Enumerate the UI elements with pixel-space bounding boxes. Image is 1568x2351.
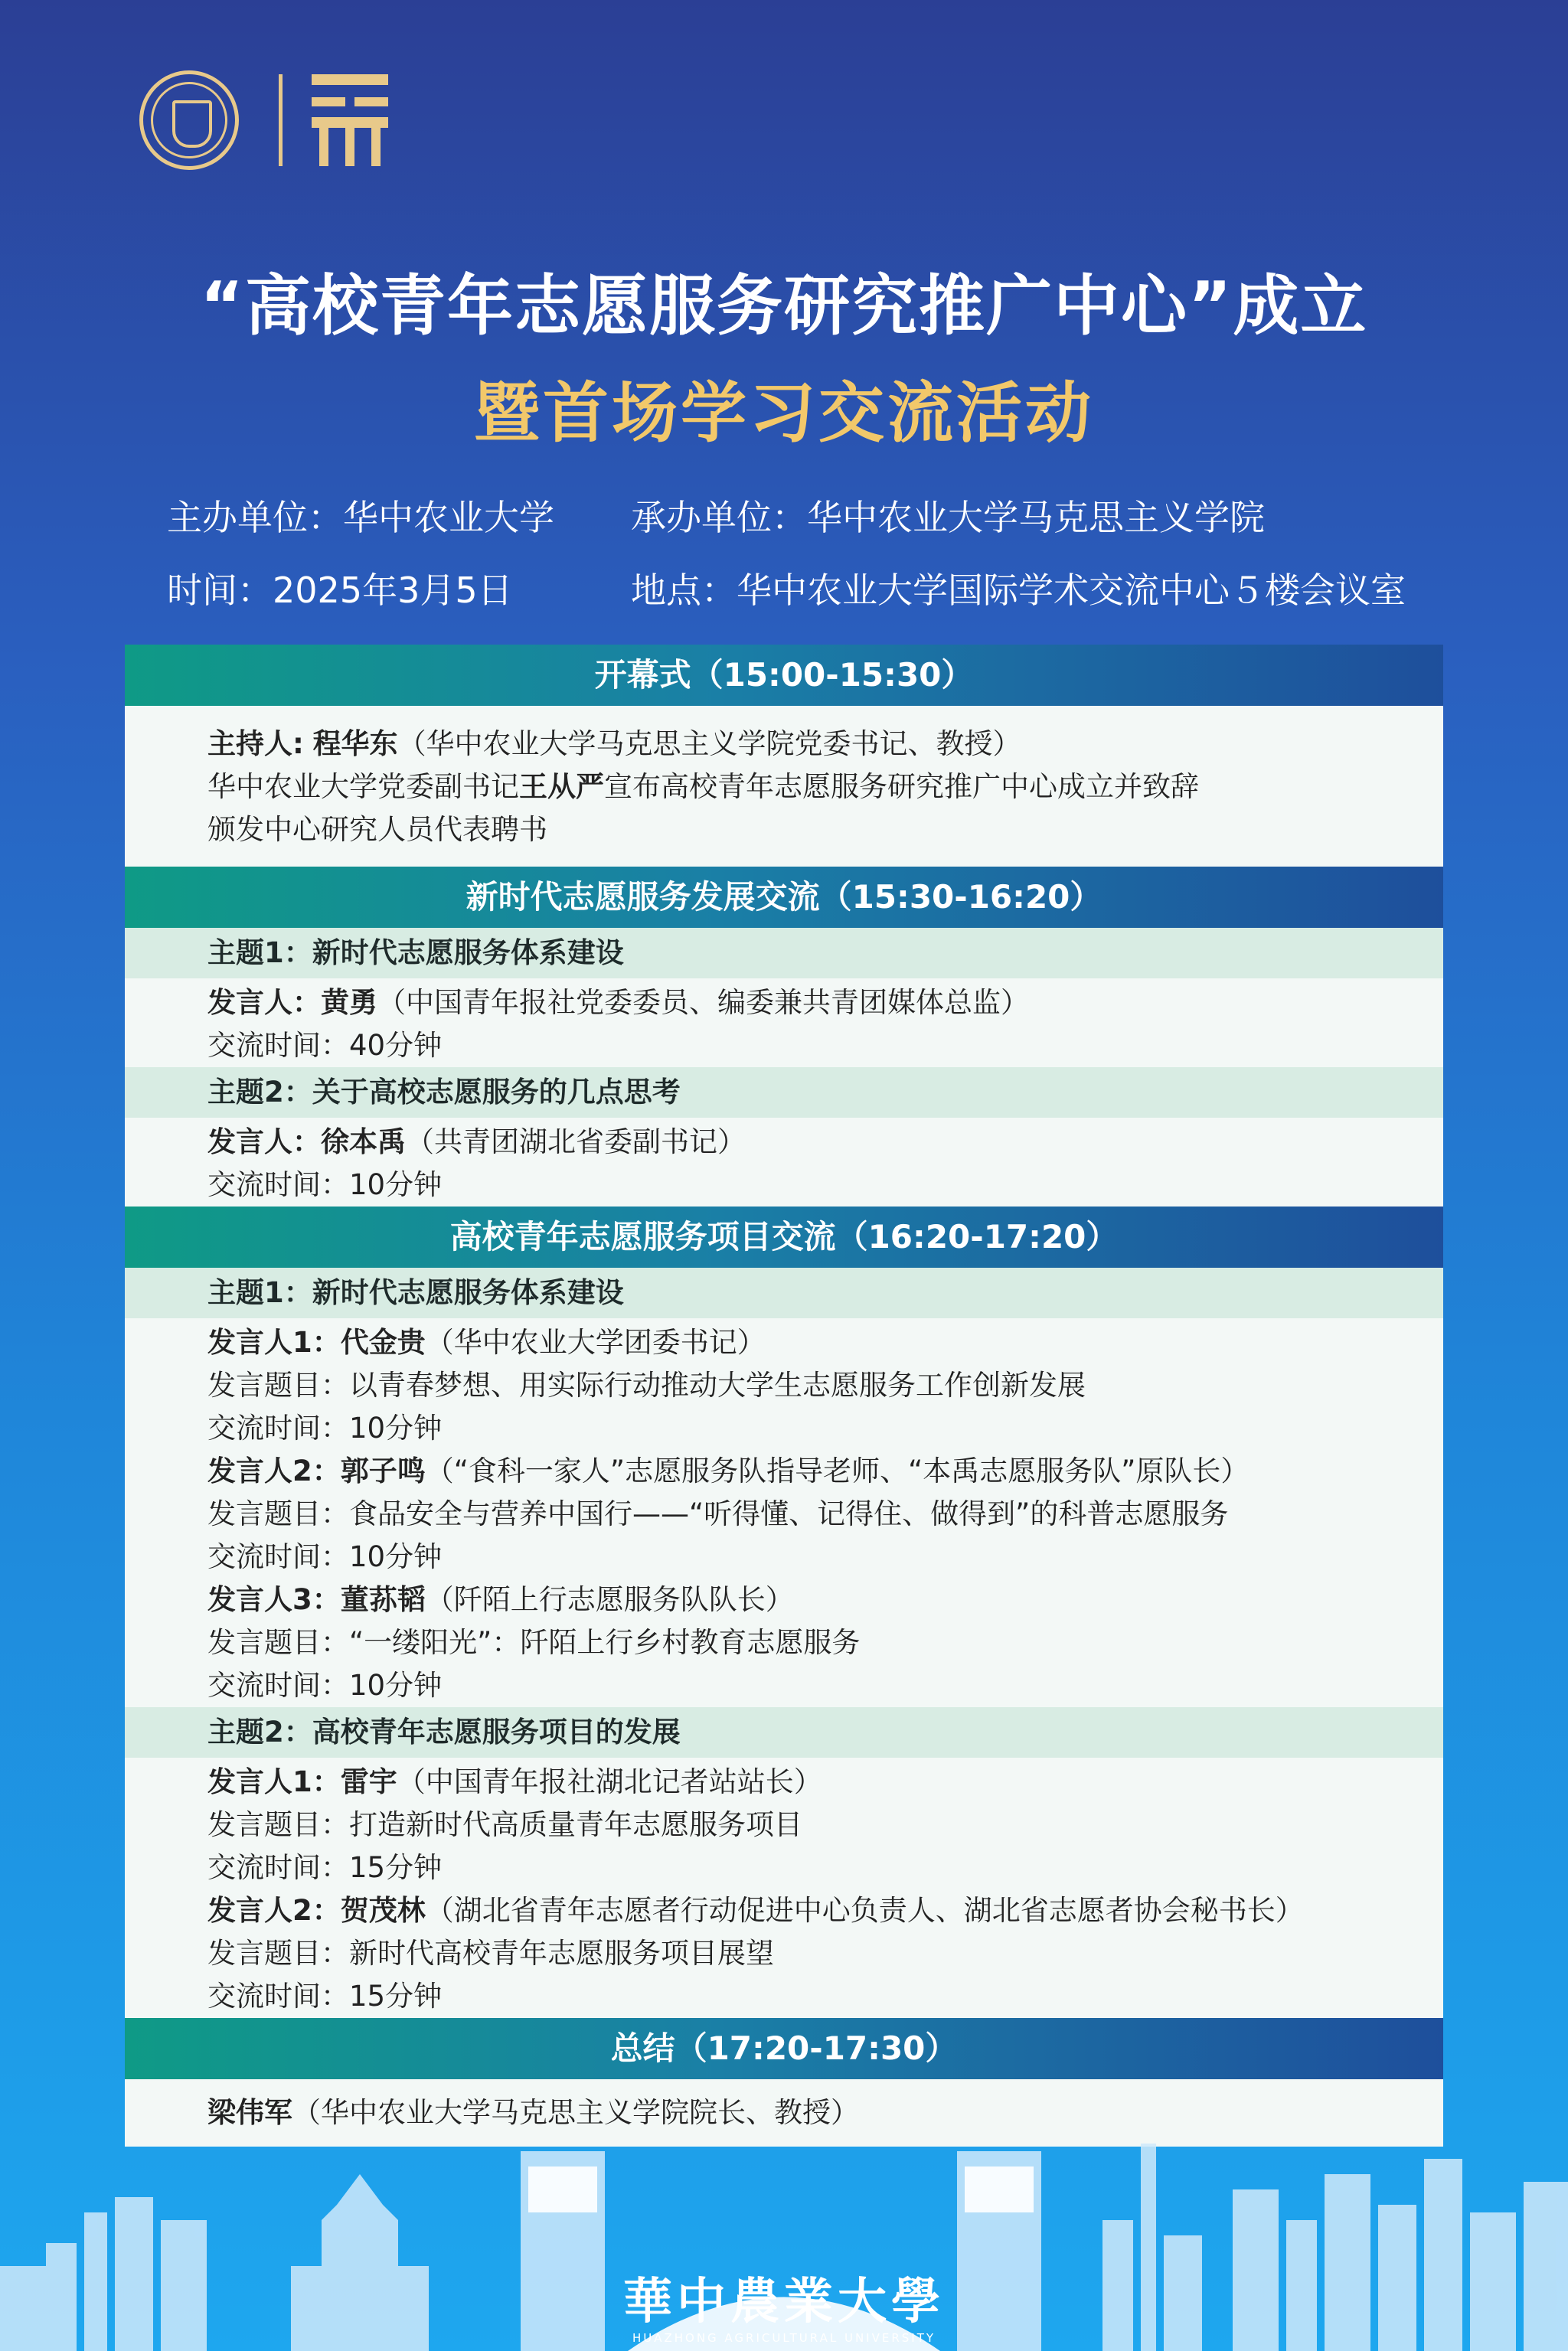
talk-topic-line: 发言题目：打造新时代高质量青年志愿服务项目 bbox=[207, 1808, 802, 1841]
speaker-name: 雷宇 bbox=[340, 1765, 397, 1798]
speaker-line bbox=[207, 1121, 1443, 1164]
title-line2: 暨首场学习交流活动 bbox=[474, 375, 1094, 452]
announcement-prefix: 华中农业大学党委副书记 bbox=[207, 770, 519, 803]
duration-line: 交流时间：15分钟 bbox=[207, 1851, 443, 1884]
duration-line: 交流时间：10分钟 bbox=[207, 1540, 443, 1573]
title-line1: “高校青年志愿服务研究推广中心”成立 bbox=[200, 268, 1368, 344]
speaker-name: 代金贵 bbox=[340, 1326, 426, 1359]
speaker-title: （中国青年报社湖北记者站站长） bbox=[397, 1765, 822, 1798]
section2-topic2-block bbox=[125, 1118, 1443, 1207]
closing-speaker-name: 梁伟军 bbox=[207, 2096, 292, 2129]
announcement-line bbox=[207, 766, 1443, 808]
speaker-label: 发言人1： bbox=[207, 1765, 341, 1798]
closing-speaker-title: （华中农业大学马克思主义学院院长、教授） bbox=[292, 2096, 859, 2129]
university-brand-english: HUAZHONG AGRICULTURAL UNIVERSITY bbox=[632, 2331, 936, 2345]
speaker-line bbox=[207, 981, 1443, 1024]
speaker-line bbox=[207, 1889, 1443, 1932]
speaker-name: 徐本禹 bbox=[321, 1125, 406, 1158]
speaker-label: 发言人： bbox=[207, 986, 321, 1019]
host-title: （华中农业大学马克思主义学院党委书记、教授） bbox=[397, 727, 1021, 760]
logo-divider bbox=[279, 74, 283, 166]
speaker-line bbox=[207, 1761, 1443, 1804]
duration-line: 交流时间：10分钟 bbox=[207, 1669, 443, 1702]
speaker-line bbox=[207, 1579, 1443, 1621]
venue-info: 地点：华中农业大学国际学术交流中心５楼会议室 bbox=[631, 570, 1406, 611]
duration-line: 交流时间：15分钟 bbox=[207, 1980, 443, 2013]
agenda-panel bbox=[125, 645, 1443, 2147]
speaker-title: （中国青年报社党委委员、编委兼共青团媒体总监） bbox=[377, 986, 1029, 1019]
organizer-info: 主办单位：华中农业大学 bbox=[167, 497, 554, 538]
talk-topic-line: 发言题目：以青春梦想、用实际行动推动大学生志愿服务工作创新发展 bbox=[207, 1369, 1086, 1402]
announcement-suffix: 宣布高校青年志愿服务研究推广中心成立并致辞 bbox=[604, 770, 1199, 803]
speaker-label: 发言人2： bbox=[207, 1894, 341, 1927]
speaker-title: （“食科一家人”志愿服务队指导老师、“本禹志愿服务队”原队长） bbox=[425, 1455, 1250, 1487]
section3-topic2-block bbox=[125, 1758, 1443, 2018]
speaker-label: 发言人3： bbox=[207, 1583, 341, 1616]
announcer-name: 王从严 bbox=[519, 770, 604, 803]
duration-line: 交流时间：40分钟 bbox=[207, 1029, 443, 1062]
section3-topic1-block bbox=[125, 1318, 1443, 1707]
speaker-line bbox=[207, 1321, 1443, 1364]
speaker-title: （阡陌上行志愿服务队队长） bbox=[425, 1583, 794, 1616]
host-label: 主持人: bbox=[207, 727, 304, 760]
opening-block bbox=[125, 706, 1443, 867]
logo-row bbox=[139, 70, 388, 170]
section2-topic2-title: 主题2：关于高校志愿服务的几点思考 bbox=[125, 1067, 1443, 1118]
section3-topic2-title: 主题2：高校青年志愿服务项目的发展 bbox=[125, 1707, 1443, 1758]
host-name: 程华东 bbox=[312, 727, 398, 760]
talk-topic-line: 发言题目：新时代高校青年志愿服务项目展望 bbox=[207, 1937, 774, 1970]
section3-topic1-title: 主题1：新时代志愿服务体系建设 bbox=[125, 1268, 1443, 1318]
section2-topic1-title: 主题1：新时代志愿服务体系建设 bbox=[125, 928, 1443, 978]
speaker-label: 发言人： bbox=[207, 1125, 321, 1158]
university-seal-icon bbox=[139, 70, 239, 170]
school-emblem-icon bbox=[312, 74, 388, 166]
speaker-label: 发言人2： bbox=[207, 1455, 341, 1487]
section2-heading: 新时代志愿服务发展交流（15:30-16:20） bbox=[125, 867, 1443, 928]
speaker-name: 黄勇 bbox=[321, 986, 377, 1019]
closing-heading: 总结（17:20-17:30） bbox=[125, 2018, 1443, 2079]
opening-heading: 开幕式（15:00-15:30） bbox=[125, 645, 1443, 706]
speaker-title: （共青团湖北省委副书记） bbox=[406, 1125, 746, 1158]
talk-topic-line: 发言题目：食品安全与营养中国行——“听得懂、记得住、做得到”的科普志愿服务 bbox=[207, 1497, 1229, 1530]
speaker-name: 董荪韬 bbox=[340, 1583, 426, 1616]
speaker-title: （华中农业大学团委书记） bbox=[425, 1326, 766, 1359]
host-line bbox=[207, 723, 1443, 766]
time-info: 时间：2025年3月5日 bbox=[167, 570, 513, 611]
speaker-name: 郭子鸣 bbox=[340, 1455, 426, 1487]
speaker-line bbox=[207, 1450, 1443, 1493]
talk-topic-line: 发言题目：“一缕阳光”：阡陌上行乡村教育志愿服务 bbox=[207, 1626, 861, 1659]
section2-topic1-block bbox=[125, 978, 1443, 1067]
duration-line: 交流时间：10分钟 bbox=[207, 1412, 443, 1445]
speaker-title: （湖北省青年志愿者行动促进中心负责人、湖北省志愿者协会秘书长） bbox=[425, 1894, 1304, 1927]
co-organizer-info: 承办单位：华中农业大学马克思主义学院 bbox=[631, 497, 1265, 538]
section3-heading: 高校青年志愿服务项目交流（16:20-17:20） bbox=[125, 1207, 1443, 1268]
duration-line: 交流时间：10分钟 bbox=[207, 1168, 443, 1201]
certificate-line: 颁发中心研究人员代表聘书 bbox=[207, 813, 547, 846]
speaker-label: 发言人1： bbox=[207, 1326, 341, 1359]
university-brand: 華中農業大學 bbox=[623, 2273, 945, 2330]
speaker-name: 贺茂林 bbox=[340, 1894, 426, 1927]
